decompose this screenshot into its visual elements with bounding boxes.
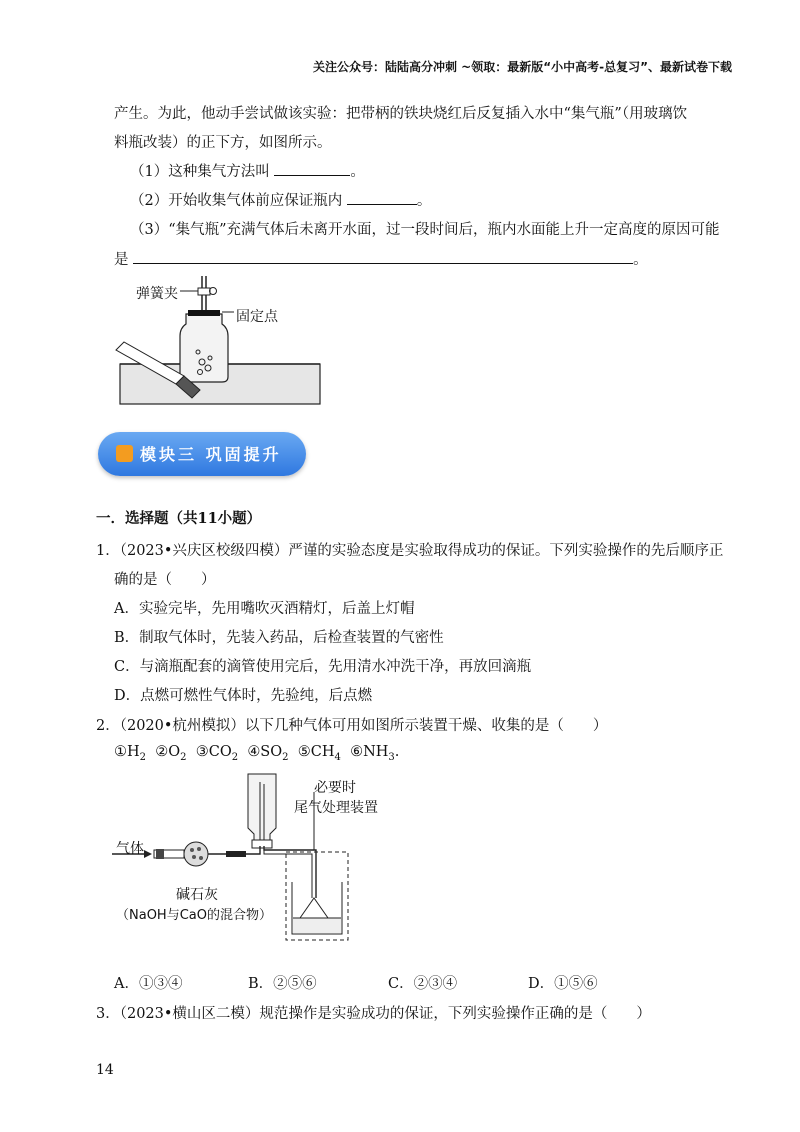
gas-o2-sub: 2 <box>180 751 187 763</box>
question-part-1 <box>130 160 365 181</box>
gas-so2: ④SO <box>247 744 283 760</box>
answer-blank-1[interactable] <box>274 161 350 176</box>
question-part-3b <box>114 248 648 269</box>
gas-nh3: ⑥NH <box>350 744 389 760</box>
q2-option-d[interactable]: D．①⑤⑥ <box>528 976 598 992</box>
q2-option-c[interactable]: C．②③④ <box>388 976 458 992</box>
question-part-2 <box>130 189 431 210</box>
q1-stem-line-2: 确的是（ ） <box>114 572 216 588</box>
label-soda-lime-note: （NaOH与CaO的混合物） <box>116 908 272 923</box>
part-3b-text: 是 <box>114 252 129 268</box>
part-2-end: 。 <box>416 193 432 209</box>
label-gas: 气体 <box>116 841 144 857</box>
question-part-3: （3）“集气瓶”充满气体后未离开水面，过一段时间后，瓶内水面能上升一定高度的原因可能 <box>130 222 720 238</box>
q1-option-a[interactable]: A．实验完毕，先用嘴吹灭酒精灯，后盖上灯帽 <box>114 601 415 617</box>
q2-option-b[interactable]: B．②⑤⑥ <box>248 976 317 992</box>
gas-so2-sub: 2 <box>282 751 289 763</box>
label-fixed-point: 固定点 <box>236 309 278 325</box>
intro-line-1: 产生。为此，他动手尝试做该实验：把带柄的铁块烧红后反复插入水中“集气瓶”（用玻璃饮 <box>114 106 688 122</box>
page-number: 14 <box>96 1062 114 1078</box>
part-3-end: 。 <box>633 252 648 268</box>
q2-stem: 2．（2020•杭州模拟）以下几种气体可用如图所示装置干燥、收集的是（ ） <box>96 718 608 734</box>
gas-list-end: . <box>394 744 400 760</box>
label-spring-clip: 弹簧夹 <box>136 286 178 302</box>
q1-stem-line-1: 1．（2023•兴庆区校级四模）严谨的实验态度是实验取得成功的保证。下列实验操作的先后顺序正 <box>96 543 724 559</box>
label-tail-gas-1: 必要时 <box>314 780 356 796</box>
q3-stem: 3．（2023•横山区二模）规范操作是实验成功的保证，下列实验操作正确的是（ ） <box>96 1006 651 1022</box>
module-banner <box>98 432 306 476</box>
gas-co2-sub: 2 <box>231 751 239 763</box>
part-1-text: （1）这种集气方法叫 <box>130 164 270 180</box>
gas-co2: ③CO <box>195 744 232 760</box>
gas-ch4: ⑤CH <box>297 744 335 760</box>
gas-ch4-sub: 4 <box>334 751 341 763</box>
section-title: 一．选择题（共11小题） <box>96 510 262 527</box>
gas-o2: ②O <box>155 744 181 760</box>
page-header: 关注公众号：陆陆高分冲刺 ~领取：最新版“小中高考-总复习”、最新试卷下载 <box>313 60 732 74</box>
gas-h2-sub: 2 <box>139 751 147 763</box>
q1-option-b[interactable]: B．制取气体时，先装入药品，后检查装置的气密性 <box>114 630 444 646</box>
part-1-end: 。 <box>350 164 365 180</box>
label-tail-gas-2: 尾气处理装置 <box>294 800 378 816</box>
answer-blank-3[interactable] <box>133 249 633 264</box>
label-soda-lime: 碱石灰 <box>176 887 218 903</box>
gas-nh3-sub: 3 <box>388 751 395 763</box>
banner-text: 模块三 巩固提升 <box>140 445 282 464</box>
gas-h2: ①H <box>114 744 140 760</box>
intro-line-2: 料瓶改装）的正下方，如图所示。 <box>114 135 332 151</box>
q1-option-c[interactable]: C．与滴瓶配套的滴管使用完后，先用清水冲洗干净，再放回滴瓶 <box>114 659 532 675</box>
q1-option-d[interactable]: D．点燃可燃性气体时，先验纯，后点燃 <box>114 688 373 704</box>
answer-blank-2[interactable] <box>347 190 417 205</box>
q2-gas-list <box>114 744 399 763</box>
part-2-text: （2）开始收集气体前应保证瓶内 <box>130 193 343 209</box>
q2-option-a[interactable]: A．①③④ <box>114 976 183 992</box>
banner-icon <box>116 445 133 462</box>
